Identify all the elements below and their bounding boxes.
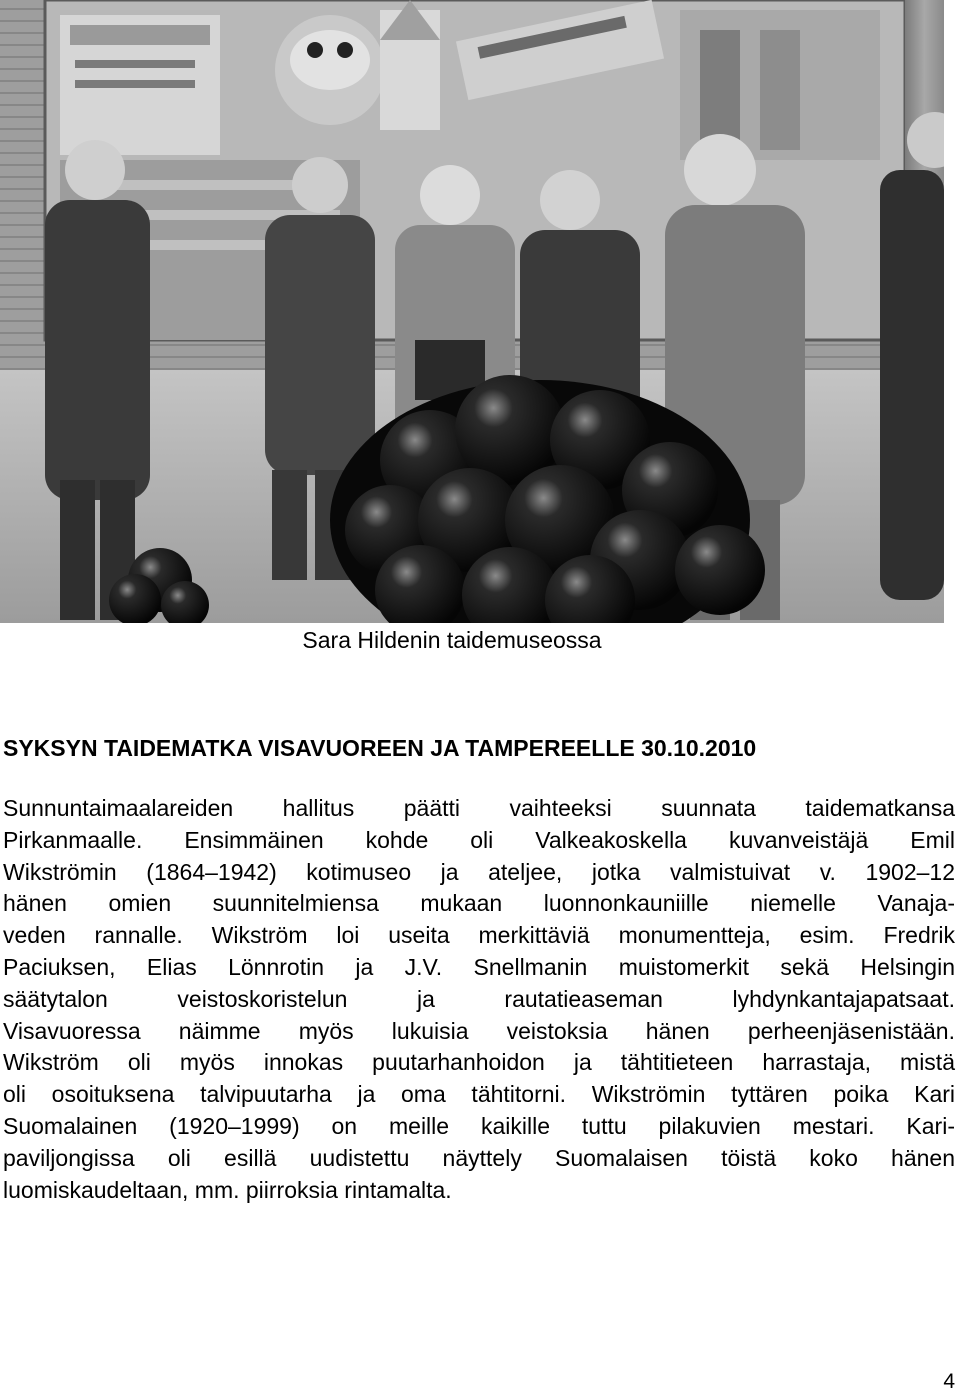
article-line: paviljongissa oli esillä uudistettu näyttely Suomalaisen töistä koko hänen <box>3 1144 955 1171</box>
article-line: Suomalainen (1920–1999) on meille kaikille tuttu pilakuvien mestari. Kari- <box>3 1112 955 1139</box>
article-line: Sunnuntaimaalareiden hallitus päätti vaihteeksi suunnata taidematkansa <box>3 795 955 821</box>
photo-caption: Sara Hildenin taidemuseossa <box>302 627 602 653</box>
article-line: Wikströmin (1864–1942) kotimuseo ja ateljee, jotka valmistuivat v. 1902–12 <box>3 858 955 885</box>
museum-group-photo <box>0 0 944 623</box>
page-number: 4 <box>943 1370 955 1393</box>
person-6 <box>880 112 944 600</box>
article-line: oli osoituksena talvipuutarha ja oma tähtitorni. Wikströmin tyttären poika Kari <box>3 1081 955 1108</box>
article-line: Visavuoressa näimme myös lukuisia veistoksia hänen perheenjäsenistään. <box>3 1017 955 1044</box>
article-line: luomiskaudeltaan, mm. piirroksia rintamalta. <box>3 1176 452 1203</box>
article-line: hänen omien suunnitelmiensa mukaan luonnonkauniille niemelle Vanaja- <box>3 890 955 917</box>
article-line: säätytalon veistoskoristelun ja rautatieaseman lyhdynkantajapatsaat. <box>3 985 955 1012</box>
article-body <box>3 793 955 1206</box>
article-line: Wikström oli myös innokas puutarhanhoidon ja tähtitieteen harrastaja, mistä <box>3 1049 955 1076</box>
article-line: Paciuksen, Elias Lönnrotin ja J.V. Snellmanin muistomerkit sekä Helsingin <box>3 953 955 980</box>
article-headline: SYKSYN TAIDEMATKA VISAVUOREEN JA TAMPEREELLE 30.10.2010 <box>3 735 757 761</box>
article-line: veden rannalle. Wikström loi useita merkittäviä monumentteja, esim. Fredrik <box>3 922 955 949</box>
article-line: Pirkanmaalle. Ensimmäinen kohde oli Valkeakoskella kuvanveistäjä Emil <box>3 826 955 853</box>
